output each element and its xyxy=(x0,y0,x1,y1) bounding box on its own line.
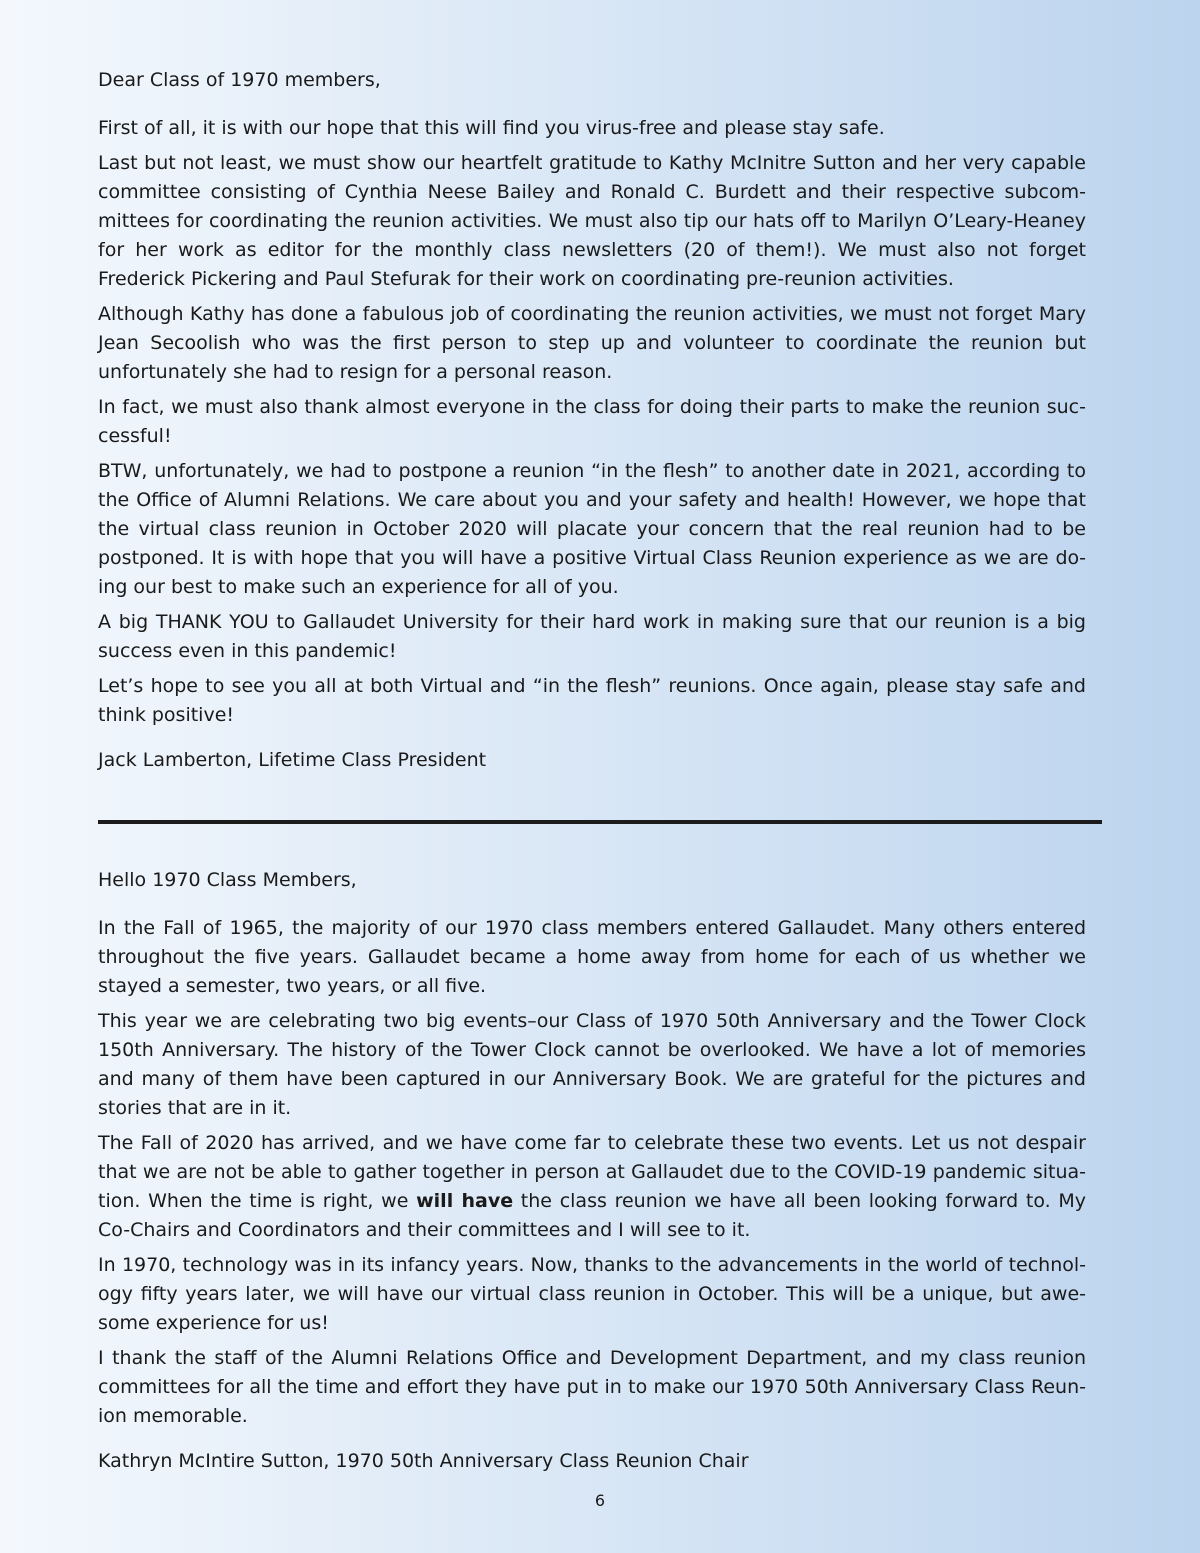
letter-paragraph: This year we are celebrating two big events–our Class of 1970 50th Anniversary and the Tower Clock 150th Anniversary. The history of the Tower Clock cannot be overlooked. We have a lot of memories and many of them have been captured in our Anniversary Book. We are grateful for the pictures and stories that are in it. xyxy=(98,1010,1086,1119)
letter-paragraph: Although Kathy has done a fabulous job of coordinating the reunion activities, we must not forget Mary Jean Secoolish who was the first person to step up and volunteer to coordinate the reunion but unfortunately she had to resign for a personal reason. xyxy=(98,303,1086,383)
page-number: 6 xyxy=(594,1491,606,1510)
letter-signature: Kathryn McIntire Sutton, 1970 50th Anniversary Class Reunion Chair xyxy=(98,1450,749,1472)
letter-paragraph: A big THANK YOU to Gallaudet University for their hard work in making sure that our reunion is a big success even in this pandemic! xyxy=(98,611,1086,662)
emphasis-text: will have xyxy=(416,1190,514,1212)
letter-paragraph: Last but not least, we must show our heartfelt gratitude to Kathy McInitre Sutton and her very capable committee consisting of Cynthia Neese Bailey and Ronald C. Burdett and their respective subcommittees for coordinating the reunion activities. We must also tip our hats off to Marilyn O’Leary-Heaney for her work as editor for the monthly class newsletters (20 of them!). We must also not forget Frederick Pickering and Paul Stefurak for their work on coordinating pre-reunion activities. xyxy=(98,152,1086,290)
letter-greeting: Dear Class of 1970 members, xyxy=(98,69,381,91)
section-divider xyxy=(98,820,1102,824)
letter-signature: Jack Lamberton, Lifetime Class President xyxy=(98,749,487,771)
letter-greeting: Hello 1970 Class Members, xyxy=(98,869,357,891)
letter-paragraph: In 1970, technology was in its infancy years. Now, thanks to the advancements in the world of technology fifty years later, we will have our virtual class reunion in October. This will be a unique, but awesome experience for us! xyxy=(98,1254,1086,1334)
letter-paragraph: First of all, it is with our hope that this will find you virus-free and please stay safe. xyxy=(98,117,885,139)
letter-paragraph: In fact, we must also thank almost everyone in the class for doing their parts to make the reunion successful! xyxy=(98,396,1086,447)
reunion-chair-letter xyxy=(98,866,1086,1476)
paragraph-text: the class reunion we have all been looking forward to. My Co-Chairs and Coordinators and their committees and I will see to it. xyxy=(98,1190,1087,1241)
president-letter xyxy=(98,66,1086,775)
letter-paragraph: I thank the staff of the Alumni Relations Office and Development Department, and my class reunion committees for all the time and effort they have put in to make our 1970 50th Anniversary Class Reunion memorable. xyxy=(98,1347,1086,1427)
letter-paragraph xyxy=(98,1129,1086,1245)
letter-paragraph: In the Fall of 1965, the majority of our 1970 class members entered Gallaudet. Many others entered throughout the five years. Gallaudet became a home away from home for each of us whether we stayed a semester, two years, or all five. xyxy=(98,917,1086,997)
letter-paragraph: Let’s hope to see you all at both Virtual and “in the flesh” reunions. Once again, please stay safe and think positive! xyxy=(98,675,1086,726)
letter-paragraph: BTW, unfortunately, we had to postpone a reunion “in the flesh” to another date in 2021, according to the Office of Alumni Relations. We care about you and your safety and health! However, we hope that the virtual class reunion in October 2020 will placate your concern that the real reunion had to be postponed. It is with hope that you will have a positive Virtual Class Reunion experience as we are doing our best to make such an experience for all of you. xyxy=(98,460,1086,598)
paragraph-text: The Fall of 2020 has arrived, and we have come far to celebrate these two events. Let us not despair that we are not be able to gather together in person at Gallaudet due to the COVID-19 pandemic situation. When the time is right, we xyxy=(98,1132,1086,1212)
